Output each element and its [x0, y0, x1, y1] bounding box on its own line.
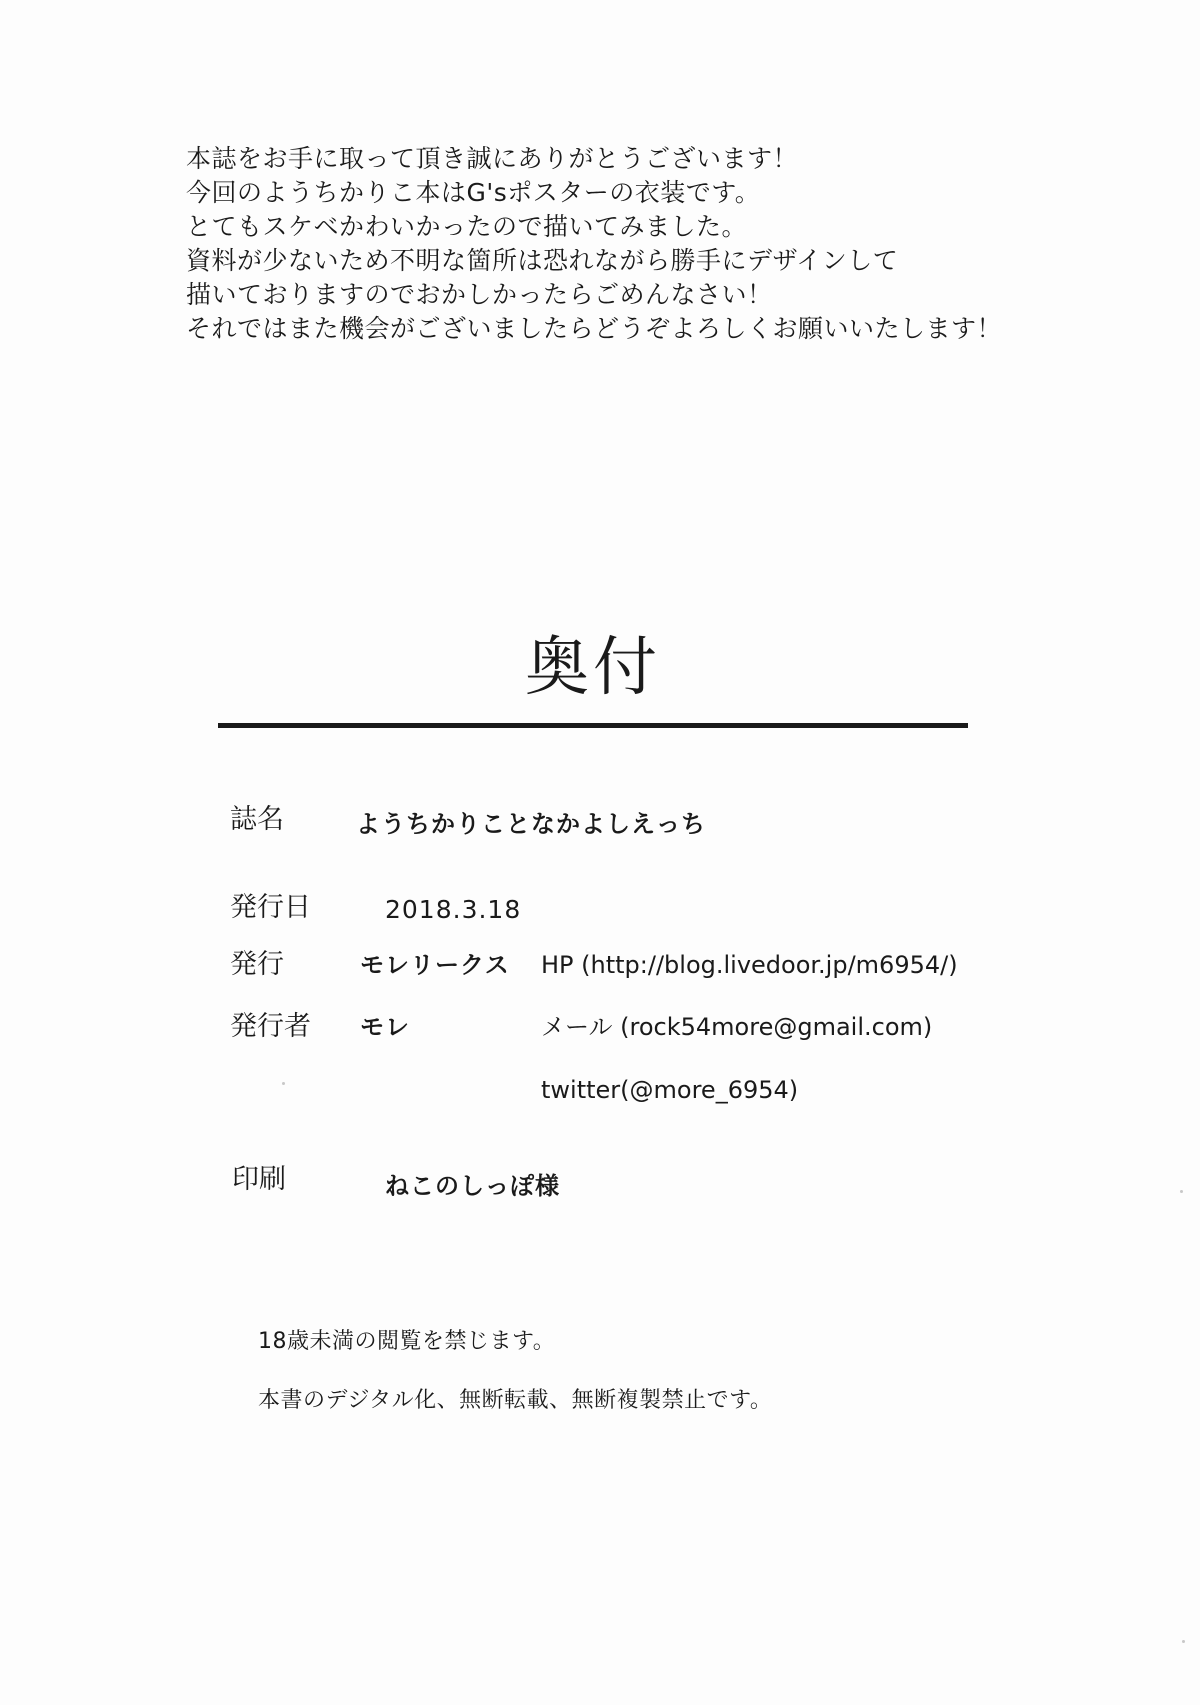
afterword-line: 今回のようちかりこ本はG'sポスターの衣装です。	[186, 178, 761, 207]
publisher-name: モレリークス	[360, 951, 510, 979]
publisher-label: 発行	[230, 949, 284, 980]
colophon-row-printer	[0, 1160, 1200, 1200]
email-address[interactable]: メール (rock54more@gmail.com)	[541, 1013, 933, 1041]
afterword-line: 資料が少ないため不明な箇所は恐れながら勝手にデザインして	[186, 246, 899, 275]
afterword-message	[186, 142, 1086, 346]
afterword-line: 本誌をお手に取って頂き誠にありがとうございます！	[186, 144, 799, 173]
copyright-notice: 本書のデジタル化、無断転載、無断複製禁止です。	[258, 1388, 773, 1413]
afterword-line: とてもスケベかわいかったので描いてみました。	[186, 212, 748, 241]
colophon-heading: 奥付	[525, 631, 661, 705]
colophon-row-title	[0, 800, 1200, 840]
author-name: モレ	[360, 1013, 410, 1041]
printer-label: 印刷	[232, 1164, 286, 1195]
scan-speck	[282, 1082, 285, 1085]
homepage-link[interactable]: HP (http://blog.livedoor.jp/m6954/)	[541, 951, 958, 979]
printer-name: ねこのしっぽ様	[385, 1172, 560, 1200]
twitter-handle[interactable]: twitter(@more_6954)	[541, 1076, 799, 1104]
scan-speck	[1182, 1640, 1185, 1643]
date-label: 発行日	[230, 892, 311, 923]
age-restriction-notice: 18歳未満の閲覧を禁じます。	[258, 1329, 556, 1354]
book-title: ようちかりことなかよしえっち	[356, 810, 706, 838]
publish-date: 2018.3.18	[385, 895, 522, 924]
afterword-line: 描いておりますのでおかしかったらごめんなさい！	[186, 280, 773, 309]
colophon-row-publisher	[0, 945, 1200, 985]
colophon-row-author	[0, 1007, 1200, 1047]
title-label: 誌名	[230, 804, 284, 835]
colophon-row-twitter	[0, 1070, 1200, 1110]
scan-speck	[1180, 1190, 1183, 1193]
afterword-line: それではまた機会がございましたらどうぞよろしくお願いいたします！	[186, 314, 1003, 343]
colophon-divider	[218, 723, 968, 728]
author-label: 発行者	[230, 1011, 311, 1042]
colophon-row-date	[0, 888, 1200, 928]
